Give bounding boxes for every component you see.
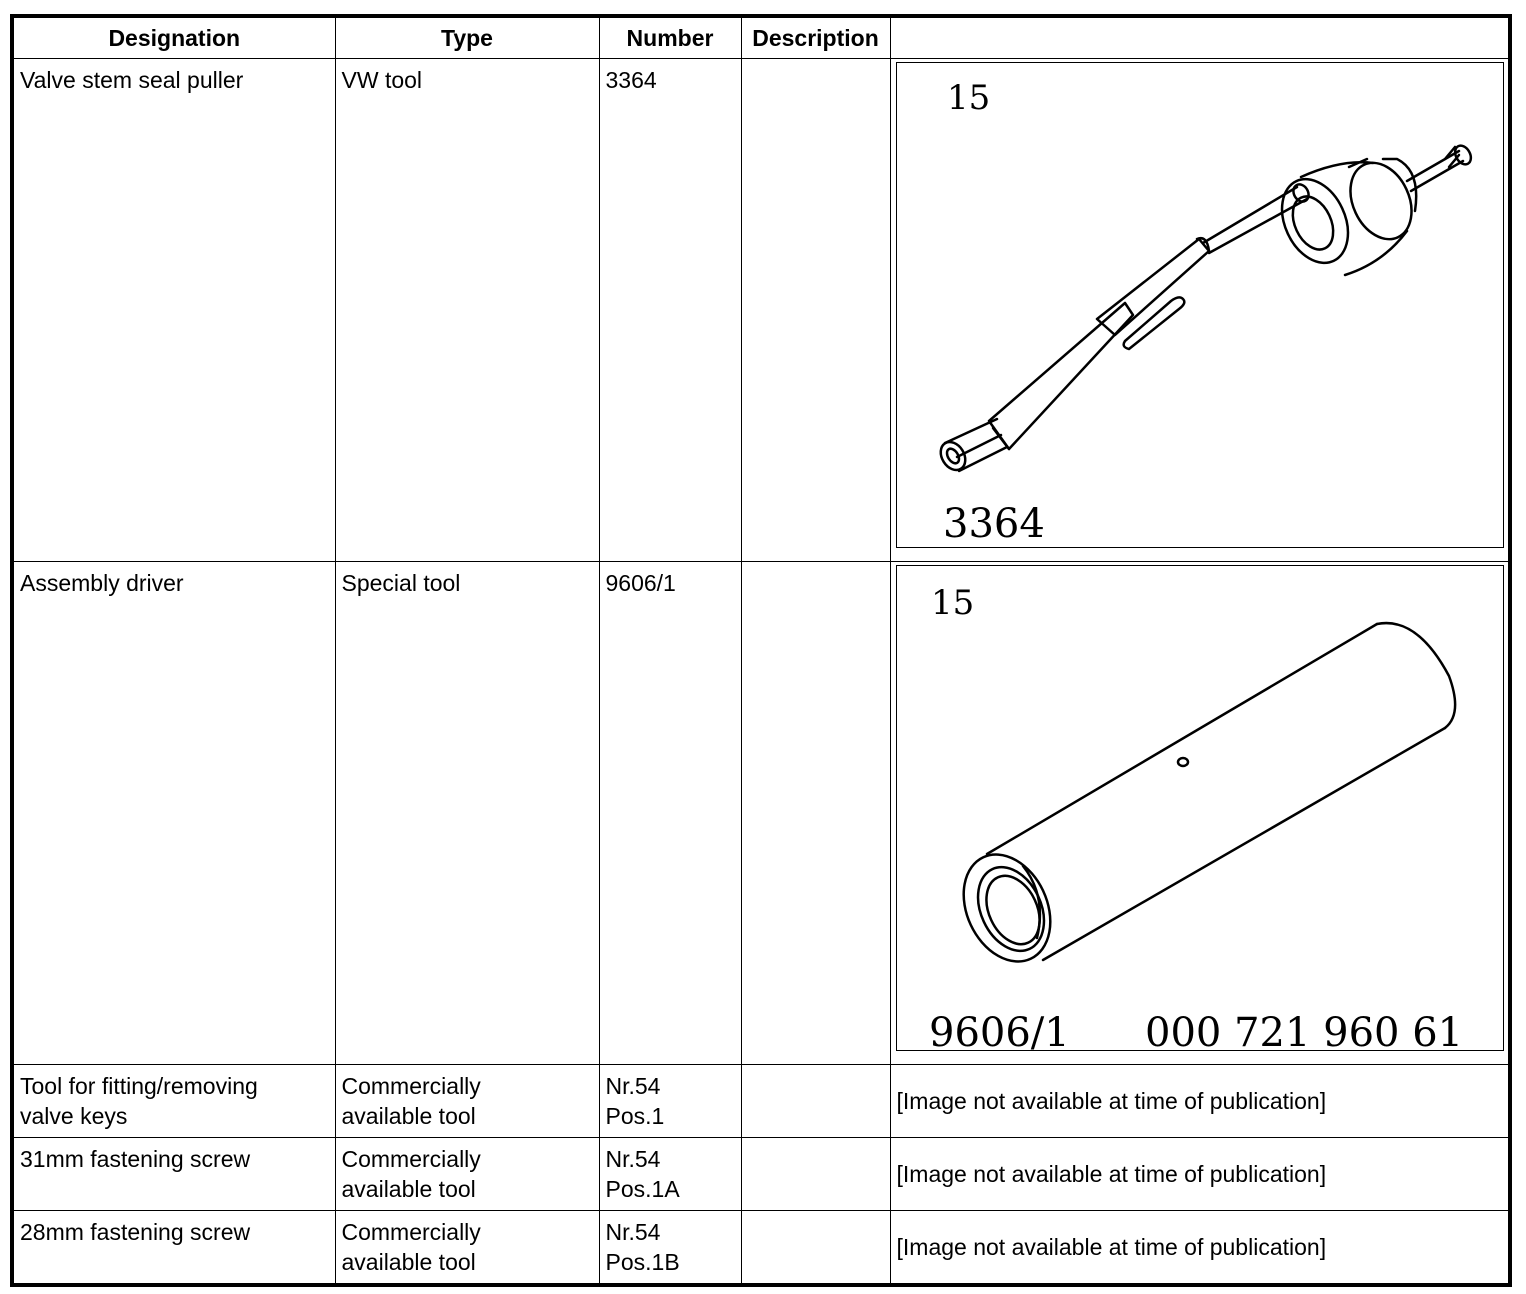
figure-index-label: 15	[930, 583, 974, 623]
designation-cell: Assembly driver	[12, 562, 335, 1065]
type-cell: Commercially available tool	[335, 1138, 599, 1211]
assembly-driver-drawing-icon	[897, 566, 1505, 1052]
number-cell: Nr.54 Pos.1B	[599, 1211, 741, 1286]
designation-cell: 28mm fastening screw	[12, 1211, 335, 1286]
image-not-available-note: [Image not available at time of publication]	[890, 1065, 1510, 1138]
description-cell	[741, 1138, 890, 1211]
header-row	[12, 16, 1510, 59]
figure-index-label: 15	[946, 78, 990, 118]
designation-cell: 31mm fastening screw	[12, 1138, 335, 1211]
number-cell: 9606/1	[599, 562, 741, 1065]
figure-order-number: 000 721 960 61	[1144, 1010, 1463, 1052]
header-designation: Designation	[12, 16, 335, 59]
special-tools-table	[10, 14, 1512, 1287]
description-cell	[741, 1065, 890, 1138]
table-row	[12, 1211, 1510, 1286]
designation-cell: Tool for fitting/removing valve keys	[12, 1065, 335, 1138]
header-type: Type	[335, 16, 599, 59]
illustration-cell	[890, 562, 1510, 1065]
description-cell	[741, 59, 890, 562]
type-cell: Commercially available tool	[335, 1065, 599, 1138]
header-description: Description	[741, 16, 890, 59]
image-not-available-note: [Image not available at time of publication]	[890, 1211, 1510, 1286]
illustration-cell	[890, 59, 1510, 562]
number-cell: Nr.54 Pos.1	[599, 1065, 741, 1138]
description-cell	[741, 562, 890, 1065]
figure-part-number: 3364	[942, 501, 1045, 547]
designation-cell: Valve stem seal puller	[12, 59, 335, 562]
table-row	[12, 562, 1510, 1065]
assembly-driver-figure	[896, 565, 1505, 1051]
type-cell: Special tool	[335, 562, 599, 1065]
table-row	[12, 59, 1510, 562]
type-cell: Commercially available tool	[335, 1211, 599, 1286]
valve-stem-seal-puller-figure	[896, 62, 1505, 548]
description-cell	[741, 1211, 890, 1286]
table-row	[12, 1065, 1510, 1138]
header-illustration	[890, 16, 1510, 59]
type-cell: VW tool	[335, 59, 599, 562]
table-row	[12, 1138, 1510, 1211]
image-not-available-note: [Image not available at time of publication]	[890, 1138, 1510, 1211]
number-cell: Nr.54 Pos.1A	[599, 1138, 741, 1211]
valve-stem-seal-puller-drawing-icon	[897, 63, 1505, 549]
header-number: Number	[599, 16, 741, 59]
number-cell: 3364	[599, 59, 741, 562]
figure-part-number: 9606/1	[928, 1010, 1070, 1052]
